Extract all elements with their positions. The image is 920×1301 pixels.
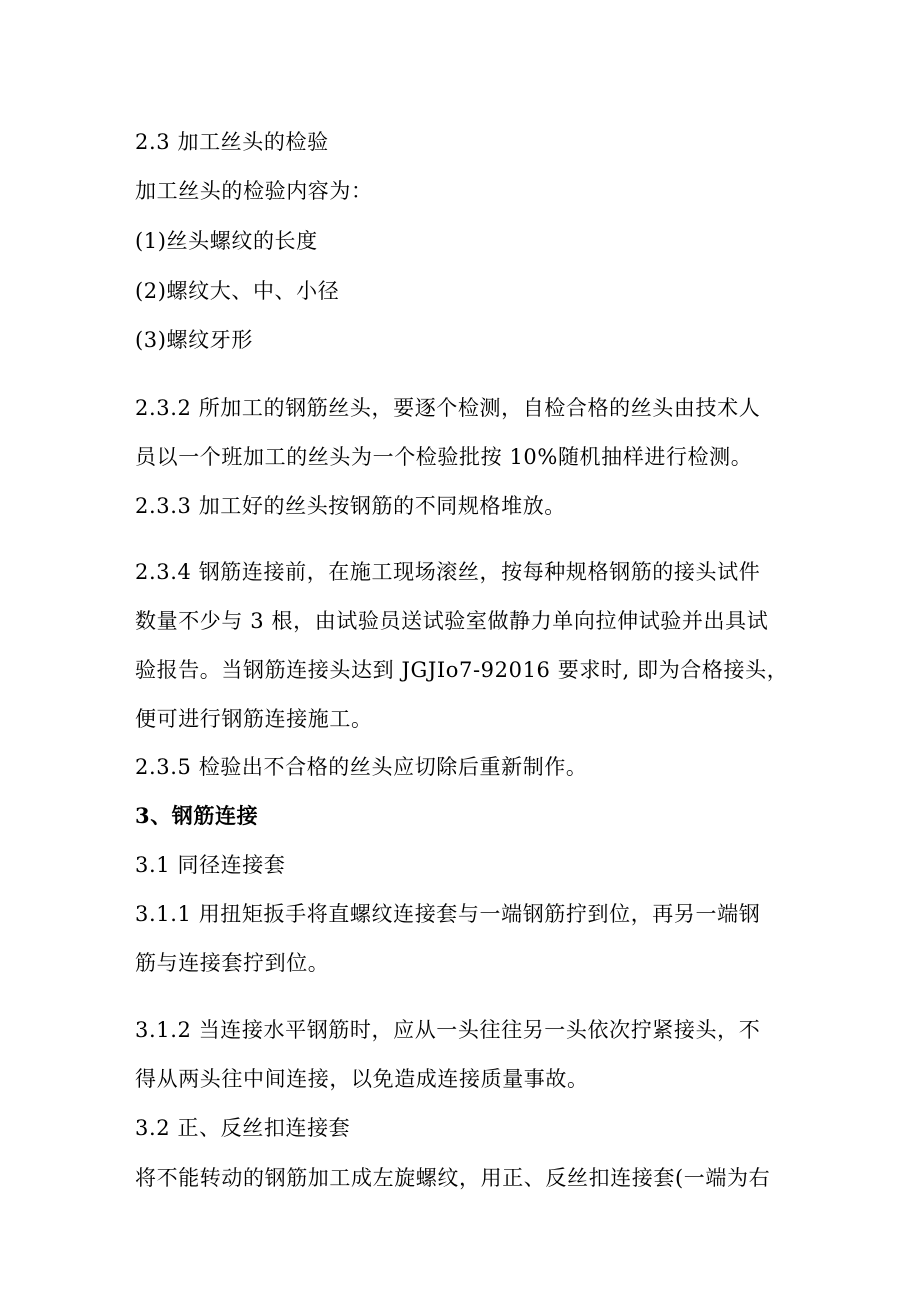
paragraph-3-1-1-line-1: 3.1.1 用扭矩扳手将直螺纹连接套与一端钢筋拧到位，再另一端钢 bbox=[135, 902, 761, 926]
paragraph-3-2-line-1: 将不能转动的钢筋加工成左旋螺纹，用正、反丝扣连接套(一端为右 bbox=[135, 1166, 771, 1190]
list-item-2: (2)螺纹大、中、小径 bbox=[135, 279, 340, 303]
section-heading-3-2: 3.2 正、反丝扣连接套 bbox=[135, 1116, 351, 1140]
paragraph-2-3-2-line-1: 2.3.2 所加工的钢筋丝头，要逐个检测，自检合格的丝头由技术人 bbox=[135, 396, 761, 420]
paragraph-2-3-4-line-4: 便可进行钢筋连接施工。 bbox=[135, 707, 373, 731]
list-item-3: (3)螺纹牙形 bbox=[135, 328, 253, 352]
paragraph-3-1-2-line-2: 得从两头往中间连接，以免造成连接质量事故。 bbox=[135, 1067, 589, 1091]
paragraph-2-3-4-line-3: 验报告。当钢筋连接头达到 JGJIo7-92016 要求时, 即为合格接头， bbox=[135, 658, 789, 682]
list-item-1: (1)丝头螺纹的长度 bbox=[135, 229, 318, 253]
paragraph-3-1-2-line-1: 3.1.2 当连接水平钢筋时，应从一头往往另一头依次拧紧接头，不 bbox=[135, 1018, 761, 1042]
paragraph-2-3-4-line-2: 数量不少与 3 根，由试验员送试验室做静力单向拉伸试验并出具试 bbox=[135, 609, 769, 633]
paragraph-2-3-2-line-2: 员以一个班加工的丝头为一个检验批按 10%随机抽样进行检测。 bbox=[135, 445, 753, 469]
section-heading-2-3: 2.3 加工丝头的检验 bbox=[135, 130, 329, 154]
paragraph-2-3-4-line-1: 2.3.4 钢筋连接前，在施工现场滚丝，按每种规格钢筋的接头试件 bbox=[135, 560, 761, 584]
section-heading-3: 3、钢筋连接 bbox=[135, 803, 259, 828]
paragraph-2-3-5: 2.3.5 检验出不合格的丝头应切除后重新制作。 bbox=[135, 755, 588, 779]
paragraph-3-1-1-line-2: 筋与连接套拧到位。 bbox=[135, 951, 330, 975]
paragraph-2-3-3: 2.3.3 加工好的丝头按钢筋的不同规格堆放。 bbox=[135, 494, 566, 518]
section-heading-3-1: 3.1 同径连接套 bbox=[135, 853, 286, 877]
paragraph-inspection-intro: 加工丝头的检验内容为： bbox=[135, 179, 373, 203]
